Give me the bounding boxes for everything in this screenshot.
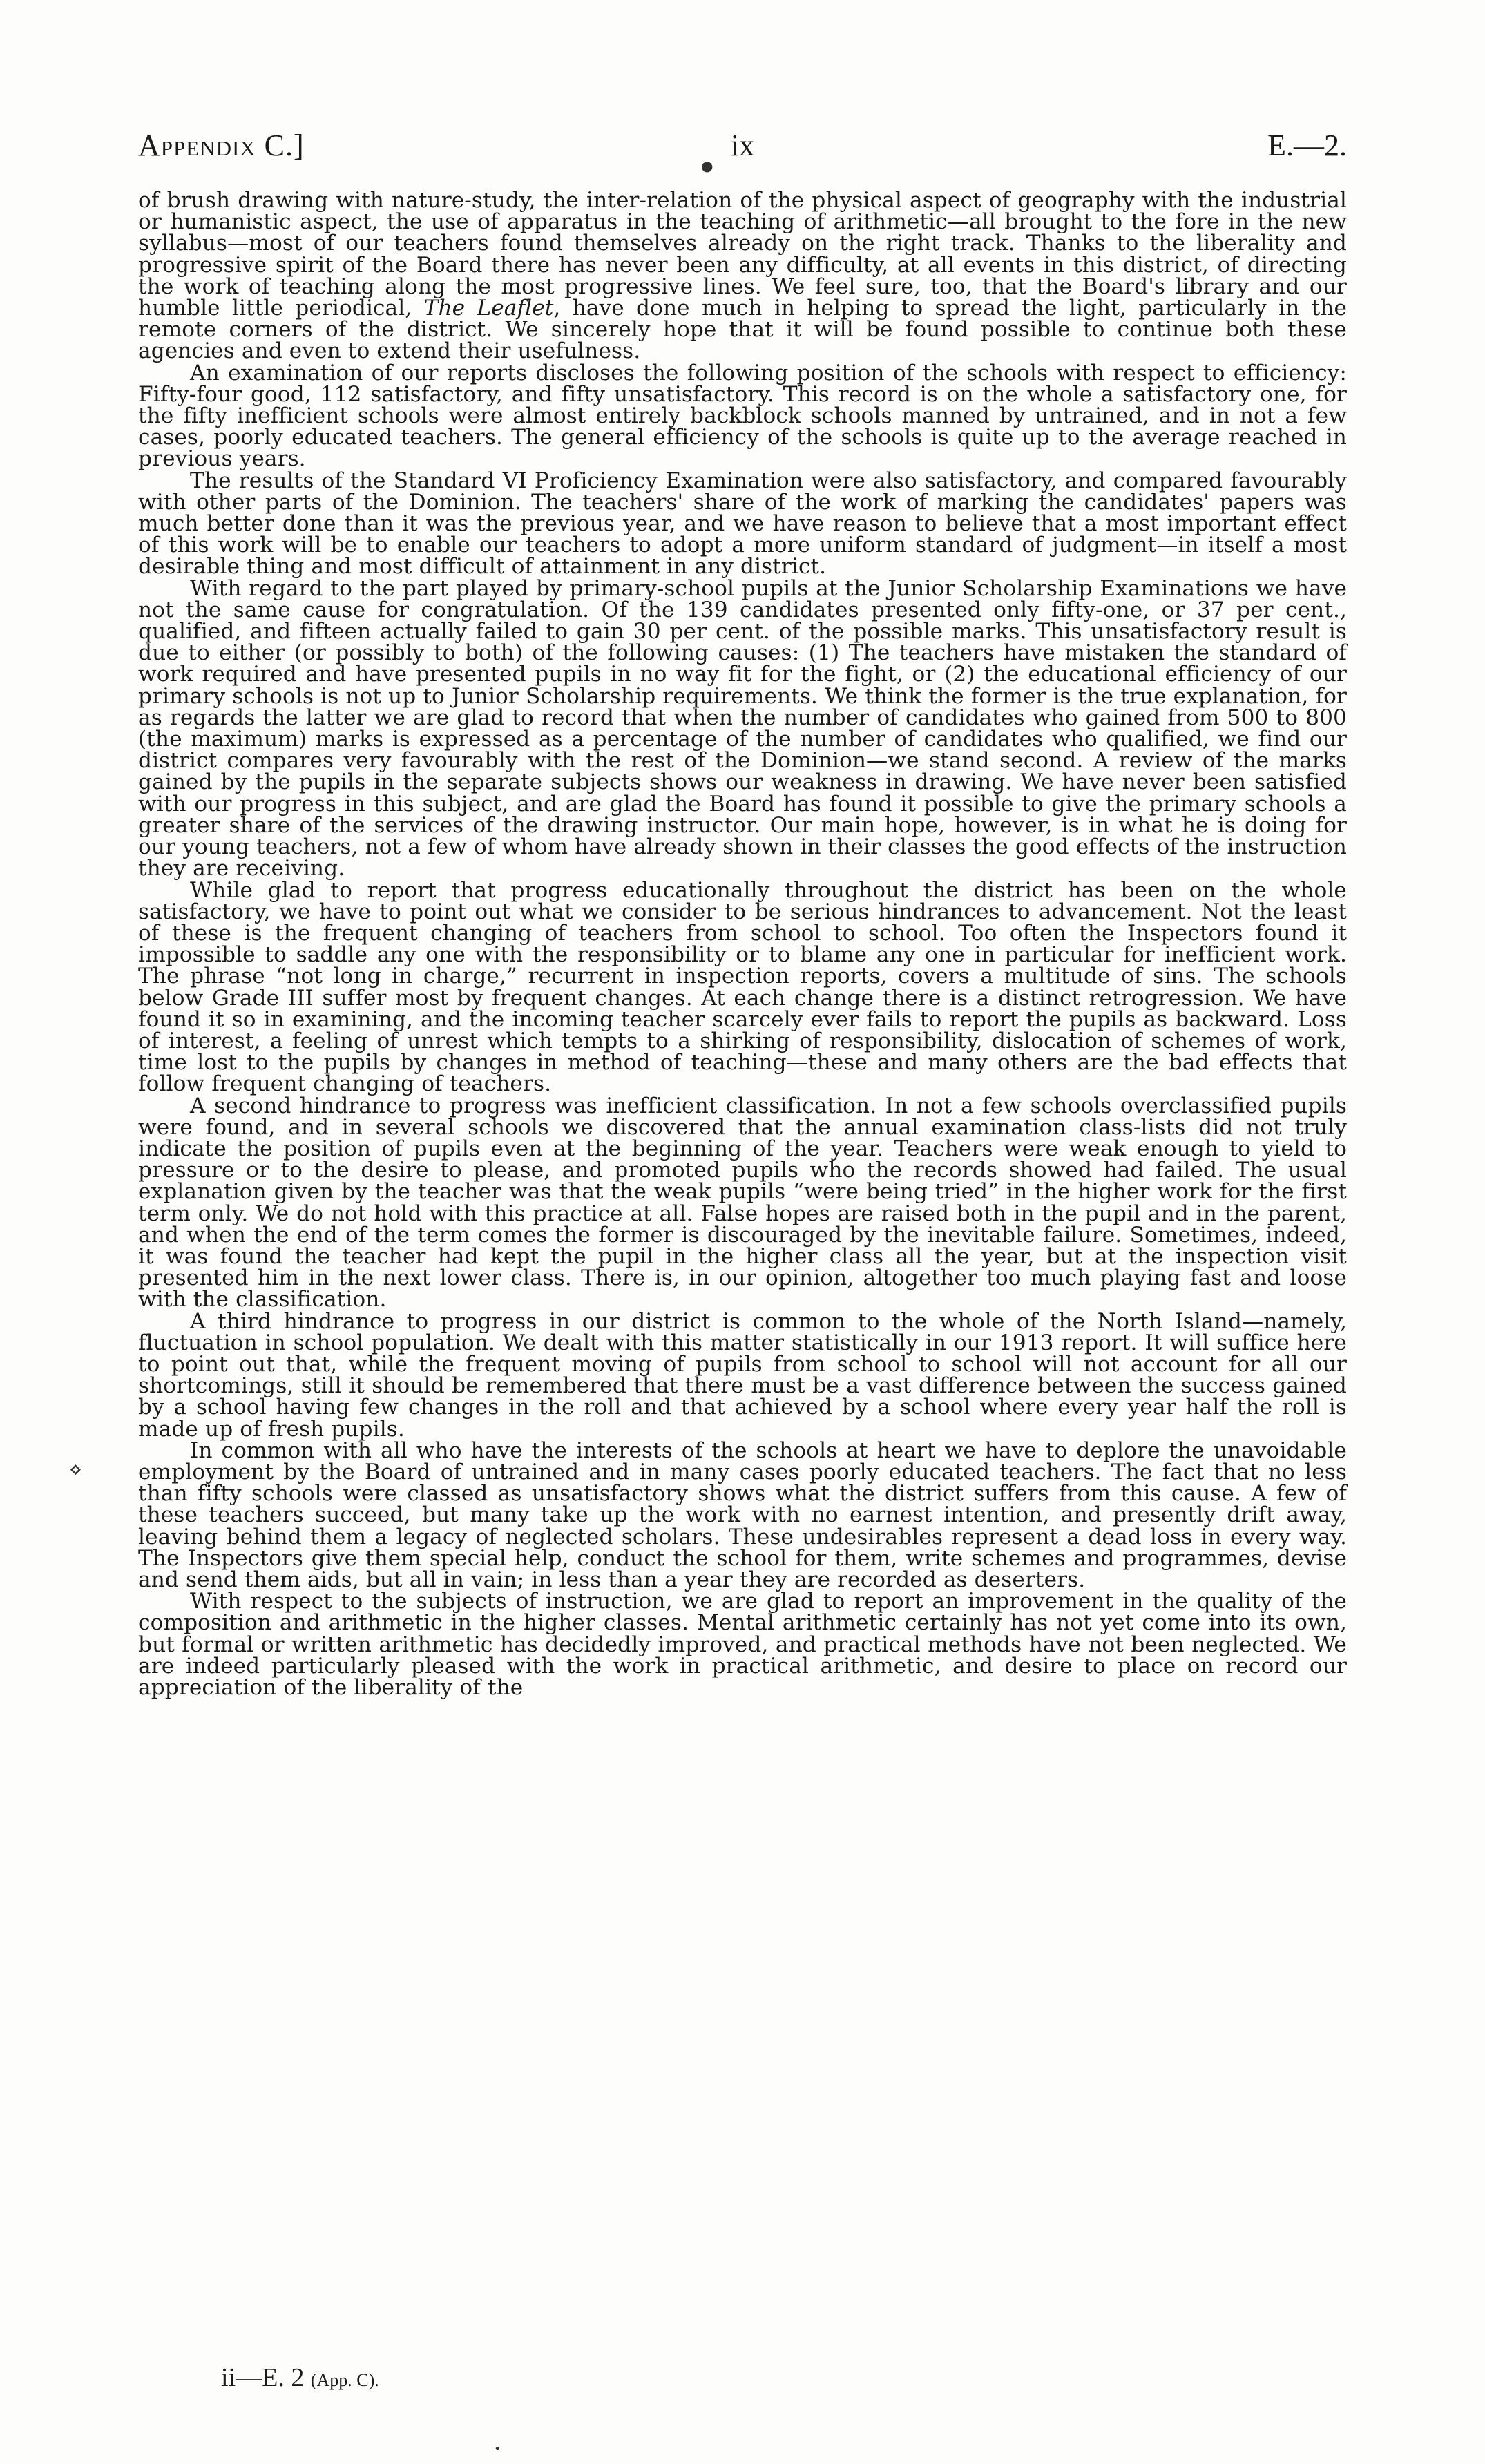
margin-mark: ⋄ [69, 1458, 82, 1482]
paragraph-untrained-teachers: In common with all who have the interests of the schools at heart we have to deplore the unavoidable employment by the Board of untrained and in many cases poorly educated teachers. The fact that no less than fifty schools were classed as unsatisfactory shows what the district suffers from this cause. A few of these teachers succeed, but many take up the work with no earnest intention, and presently drift away, leaving behind them a legacy of neglected scholars. These undesirables represent a dead loss in every way. The Inspectors give them special help, conduct the school for them, write schemes and programmes, devise and send them aids, but all in vain; in less than a year they are recorded as deserters. [138, 1438, 1347, 1592]
paragraph-proficiency-exam: The results of the Standard VI Proficiency Examination were also satisfactory, and compared favourably with other parts of the Dominion. The teachers' share of the work of marking the candidates' papers was much better done than it was the previous year, and we have reason to believe that a most important effect of this work will be to enable our teachers to adopt a more uniform standard of judgment—in itself a most desirable thing and most difficult of attainment in any district. [138, 468, 1347, 580]
paragraph-teacher-changes: While glad to report that progress educationally throughout the district has been on the whole satisfactory, we have to point out what we consider to be serious hindrances to advancement. Not the least of these is the frequent changing of teachers from school to school. Too often the Inspectors found it impossible to saddle any one with the responsibility or to blame any one in particular for inefficient work. The phrase “not long in charge,” recurrent in inspection reports, covers a multitude of sins. The schools below Grade III suffer most by frequent changes. At each change there is a distinct retrogression. We have found it so in examining, and the incoming teacher scarcely ever fails to report the pupils as backward. Loss of interest, a feeling of unrest which tempts to a shirking of responsibility, dislocation of schemes of work, time lost to the pupils by changes in method of teaching—these and many others are the bad effects that follow frequent changing of teachers. [138, 877, 1347, 1097]
paragraph-teaching-methods: of brush drawing with nature-study, the inter-relation of the physical aspect of geography with the industrial or humanistic aspect, the use of apparatus in the teaching of arithmetic—all brought to the fore in the new syllabus—most of our teachers found themselves already on the right track. Thanks to the liberality and progressive spirit of the Board there has never been any difficulty, at all events in this district, of directing the work of teaching along the most progressive lines. We feel sure, too, that the Board's library and our humble little periodical, The Leaflet, have done much in helping to spread the light, particularly in the remote corners of the district. We sincerely hope that it will be found possible to continue both these agencies and even to extend their usefulness. [138, 188, 1347, 364]
paragraph-school-population: A third hindrance to progress in our district is common to the whole of the North Island—namely, fluctuation in school population. We dealt with this matter statistically in our 1913 report. It will suffice here to point out that, while the frequent moving of pupils from school to school will not account for all our shortcomings, still it should be remembered that there must be a vast difference between the success gained by a school having few changes in the roll and that achieved by a school where every year half the roll is made up of fresh pupils. [138, 1308, 1347, 1442]
printer-dot-mark: ● [701, 157, 713, 174]
printer-signature: ii—E. 2 (App. C). [221, 2363, 379, 2392]
report-body [138, 190, 1347, 1699]
header-document-code: E.—2. [1267, 128, 1347, 162]
paragraph-junior-scholarship: With regard to the part played by primary-school pupils at the Junior Scholarship Examinations we have not the same cause for congratulation. Of the 139 candidates presented only fifty-one, or 37 per cent., qualified, and fifteen actually failed to gain 30 per cent. of the possible marks. This unsatisfactory result is due to either (or possibly to both) of the following causes: (1) The teachers have mistaken the standard of work required and have presented pupils in no way fit for the fight, or (2) the educational efficiency of our primary schools is not up to Junior Scholarship requirements. We think the former is the true explanation, for as regards the latter we are glad to record that when the number of candidates who gained from 500 to 800 (the maximum) marks is expressed as a percentage of the number of candidates who qualified, we find our district compares very favourably with the rest of the Dominion—we stand second. A review of the marks gained by the pupils in the separate subjects shows our weakness in drawing. We have never been satisfied with our progress in this subject, and are glad the Board has found it possible to give the primary schools a greater share of the services of the drawing instructor. Our main hope, however, is in what he is doing for our young teachers, not a few of whom have already shown in their classes the good effects of the instruction they are receiving. [138, 575, 1347, 881]
paragraph-efficiency: An examination of our reports discloses the following position of the schools with respect to efficiency: Fifty-four good, 112 satisfactory, and fifty unsatisfactory. This record is on the whole a satisfactory one, for the fifty inefficient schools were almost entirely backblock schools manned by untrained, and in not a few cases, poorly educated teachers. The general efficiency of the schools is quite up to the average reached in previous years. [138, 360, 1347, 472]
paragraph-classification: A second hindrance to progress was inefficient classification. In not a few schools overclassified pupils were found, and in several schools we discovered that the annual examination class-lists did not truly indicate the position of pupils even at the beginning of the year. Teachers were weak enough to yield to pressure or to the desire to please, and promoted pupils who the records showed had failed. The usual explanation given by the teacher was that the weak pupils “were being tried” in the higher work for the first term only. We do not hold with this practice at all. False hopes are raised both in the pupil and in the parent, and when the end of the term comes the former is discouraged by the inevitable failure. Sometimes, indeed, it was found the teacher had kept the pupil in the higher class all the year, but at the inspection visit presented him in the next lower class. There is, in our opinion, altogether too much playing fast and loose with the classification. [138, 1093, 1347, 1312]
header-page-number: ix [730, 128, 755, 162]
leaflet-title: The Leaflet [423, 296, 554, 321]
bottom-dot-mark: • [494, 2442, 501, 2456]
running-header [138, 128, 1347, 169]
header-appendix-label: Appendix C.] [138, 128, 305, 162]
paragraph-subjects-of-instruction: With respect to the subjects of instruction, we are glad to report an improvement in the quality of the composition and arithmetic in the higher classes. Mental arithmetic certainly has not yet come into its own, but formal or written arithmetic has decidedly improved, and practical methods have not been neglected. We are indeed particularly pleased with the work in practical arithmetic, and desire to place on record our appreciation of the liberality of the [138, 1589, 1347, 1701]
